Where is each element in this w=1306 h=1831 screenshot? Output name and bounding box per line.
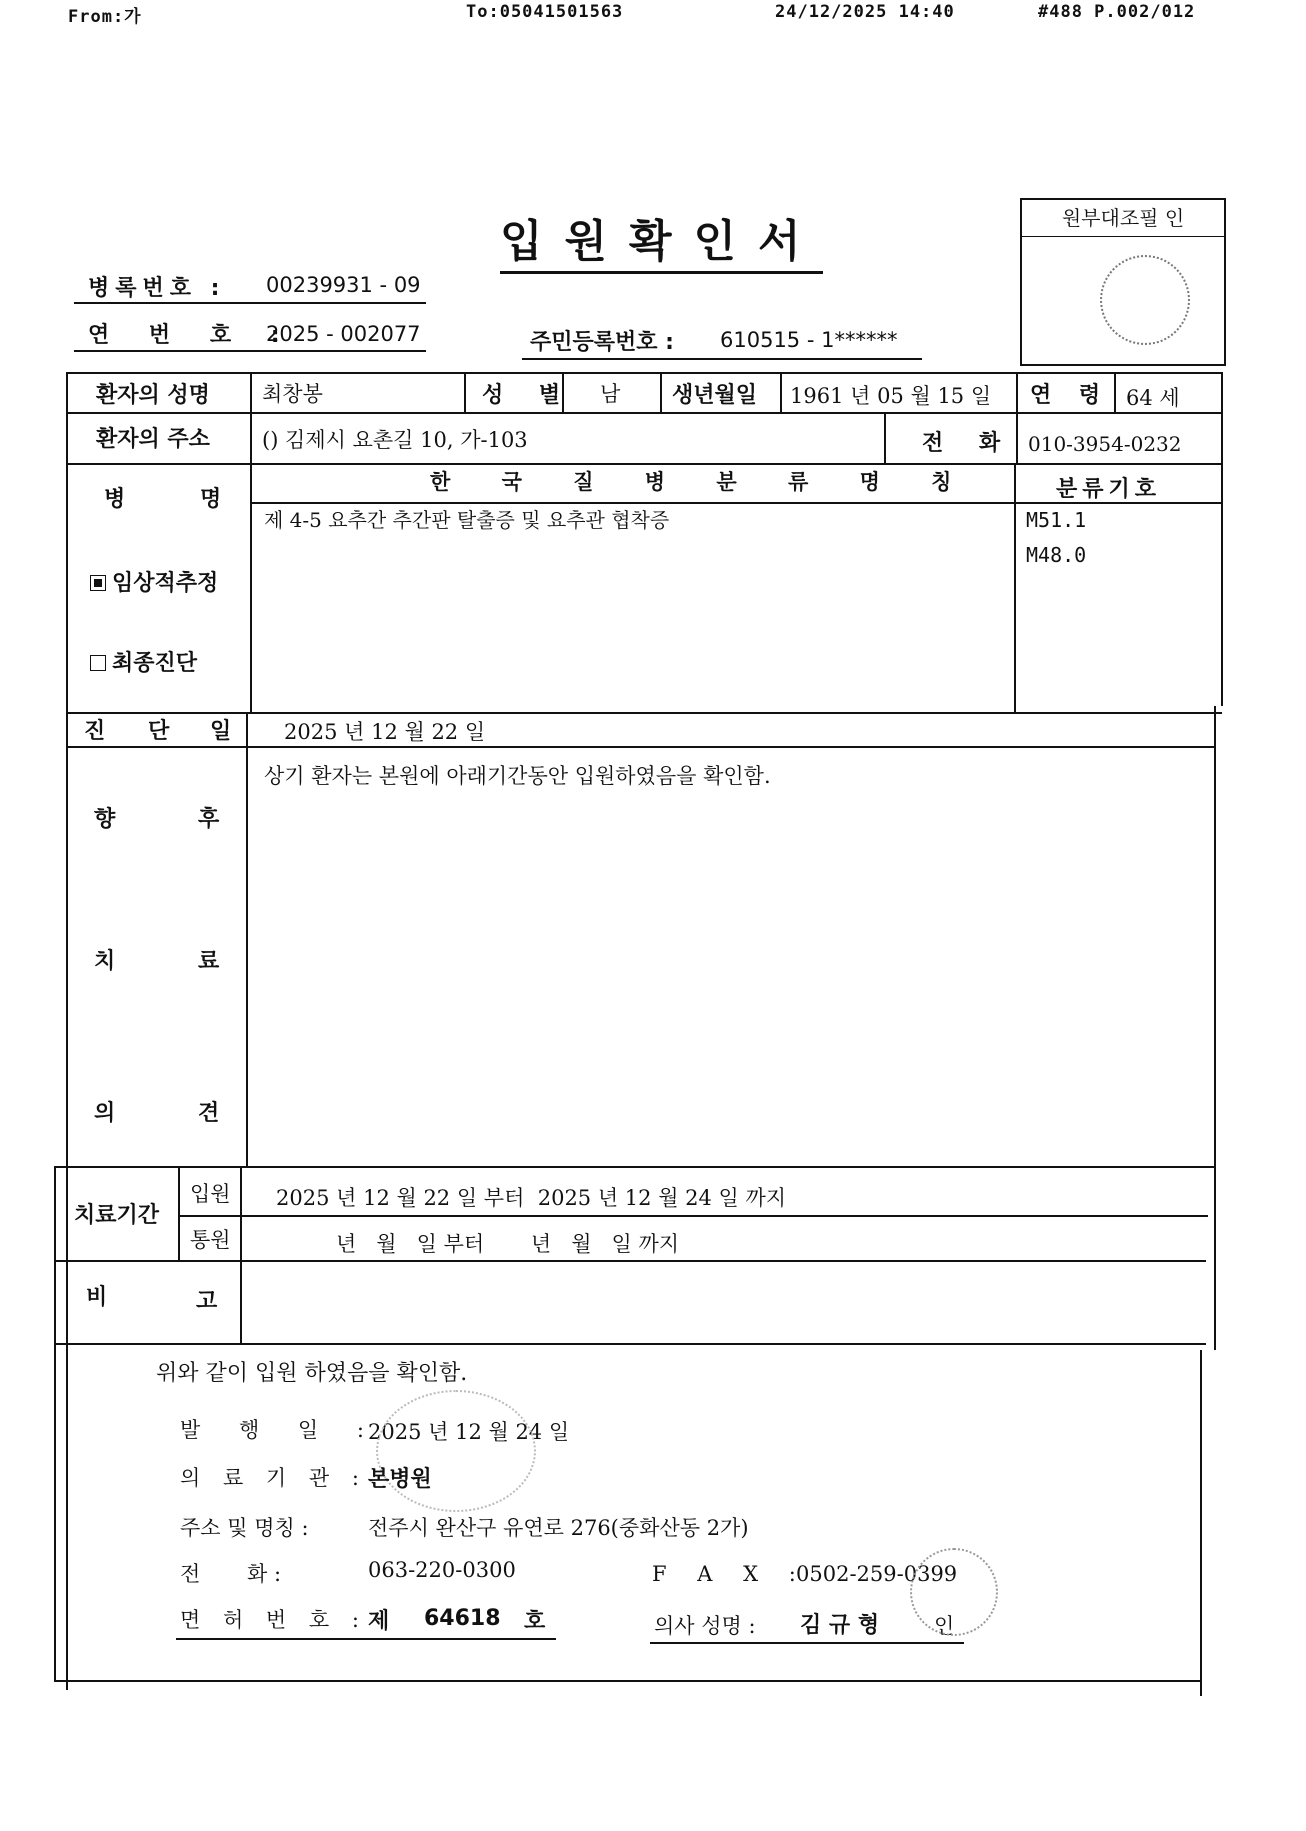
- fax-to: To:05041501563: [466, 2, 624, 22]
- patient-dob: 1961 년 05 월 15 일: [790, 384, 992, 408]
- issue-date: 2025 년 12 월 24 일: [368, 1420, 570, 1444]
- approval-box-label: 원부대조필 인: [1022, 200, 1224, 237]
- approval-seal-icon: [1100, 255, 1190, 345]
- final-label: 최종진단: [112, 651, 198, 676]
- remarks-label-b: 고: [196, 1289, 218, 1314]
- license-label: 면 허 번 호 :: [180, 1608, 367, 1632]
- opinion-text: 상기 환자는 본원에 아래기간동안 입원하였음을 확인함.: [264, 764, 771, 788]
- patient-phone: 010-3954-0232: [1028, 432, 1182, 456]
- dob-label: 생년월일: [672, 383, 758, 408]
- confirm-text: 위와 같이 입원 하였음을 확인함.: [156, 1361, 468, 1386]
- opinion-label-4: 료: [198, 949, 220, 974]
- issue-date-label: 발 행 일 :: [180, 1418, 380, 1442]
- phone-label: 전 화: [922, 431, 1015, 456]
- patient-address: () 김제시 요촌길 10, 가-103: [262, 428, 528, 452]
- opinion-label-5: 의: [94, 1101, 116, 1126]
- institution-name: 본병원: [368, 1467, 432, 1492]
- diagnosis-date: 2025 년 12 월 22 일: [284, 720, 486, 744]
- disease-label-b: 명: [200, 487, 222, 512]
- hospital-address-label: 주소 및 명칭 :: [180, 1516, 309, 1540]
- opinion-label-6: 견: [198, 1101, 220, 1126]
- opinion-label-3: 치: [94, 949, 116, 974]
- serial-no: 2025 - 002077: [266, 322, 421, 346]
- diag-date-label-a: 진: [84, 719, 106, 744]
- inpatient-label: 입원: [190, 1182, 231, 1206]
- doctor-seal-icon: [910, 1548, 998, 1636]
- hospital-fax: 0502-259-0399: [796, 1562, 958, 1586]
- doctor-name: 김 규 형: [800, 1613, 880, 1638]
- clinical-estimate[interactable]: [90, 566, 218, 597]
- hospital-address: 전주시 완산구 유연로 276(중화산동 2가): [368, 1516, 749, 1540]
- patient-sex: 남: [600, 382, 621, 406]
- fax-page: #488 P.002/012: [1038, 2, 1196, 22]
- inpatient-period: 2025 년 12 월 22 일 부터 2025 년 12 월 24 일 까지: [276, 1186, 787, 1210]
- final-diagnosis[interactable]: [90, 646, 197, 677]
- treatment-period-label: 치료기간: [74, 1203, 160, 1228]
- serial-label: 연 번 호 :: [88, 323, 296, 348]
- kcd-header: 한 국 질 병 분 류 명 칭: [430, 470, 974, 494]
- disease-name: 제 4-5 요추간 추간판 탈출증 및 요추관 협착증: [264, 508, 670, 532]
- hospital-seal-icon: [376, 1390, 536, 1512]
- patient-age: 64 세: [1126, 386, 1180, 410]
- record-no-label: 병록번호 :: [88, 276, 226, 301]
- diag-date-label-b: 단: [148, 719, 170, 744]
- disease-label-a: 병: [104, 487, 126, 512]
- final-checkbox[interactable]: [90, 655, 106, 671]
- fax-from: From:가: [68, 7, 142, 27]
- opinion-label-1: 향: [94, 807, 116, 832]
- address-label: 환자의 주소: [96, 427, 210, 452]
- disease-code-1: M51.1: [1026, 508, 1087, 532]
- institution-label: 의 료 기 관 :: [180, 1466, 367, 1490]
- license-prefix: 제: [368, 1609, 390, 1634]
- document-title: 입원확인서: [500, 205, 823, 274]
- patient-name: 최창봉: [262, 382, 323, 406]
- hospital-phone: 063-220-0300: [368, 1558, 516, 1582]
- outpatient-label: 통원: [190, 1228, 231, 1252]
- disease-code-2: M48.0: [1026, 543, 1087, 567]
- clinical-checkbox[interactable]: [90, 575, 106, 591]
- sex-label: 성 별: [482, 383, 575, 408]
- clinical-label: 임상적추정: [112, 571, 219, 596]
- fax-datetime: 24/12/2025 14:40: [775, 2, 955, 22]
- doctor-seal-label: 인: [934, 1614, 955, 1638]
- age-label: 연 령: [1030, 383, 1111, 408]
- remarks-label-a: 비: [86, 1285, 108, 1310]
- opinion-label-2: 후: [198, 807, 220, 832]
- doctor-label: 의사 성명 :: [654, 1614, 756, 1638]
- resident-label: 주민등록번호 :: [530, 330, 674, 355]
- hospital-fax-label: F A X :: [652, 1562, 808, 1586]
- approval-box: [1020, 198, 1226, 366]
- hospital-phone-label: 전 화 :: [180, 1562, 282, 1586]
- diag-date-label-c: 일: [210, 719, 232, 744]
- resident-no: 610515 - 1******: [720, 328, 898, 352]
- license-suffix: 호: [524, 1609, 546, 1634]
- record-no: 00239931 - 09: [266, 273, 421, 297]
- license-no: 64618: [424, 1606, 501, 1631]
- code-header: 분류기호: [1056, 477, 1162, 502]
- patient-name-label: 환자의 성명: [96, 383, 210, 408]
- outpatient-period: 년 월 일 부터 년 월 일 까지: [336, 1232, 680, 1256]
